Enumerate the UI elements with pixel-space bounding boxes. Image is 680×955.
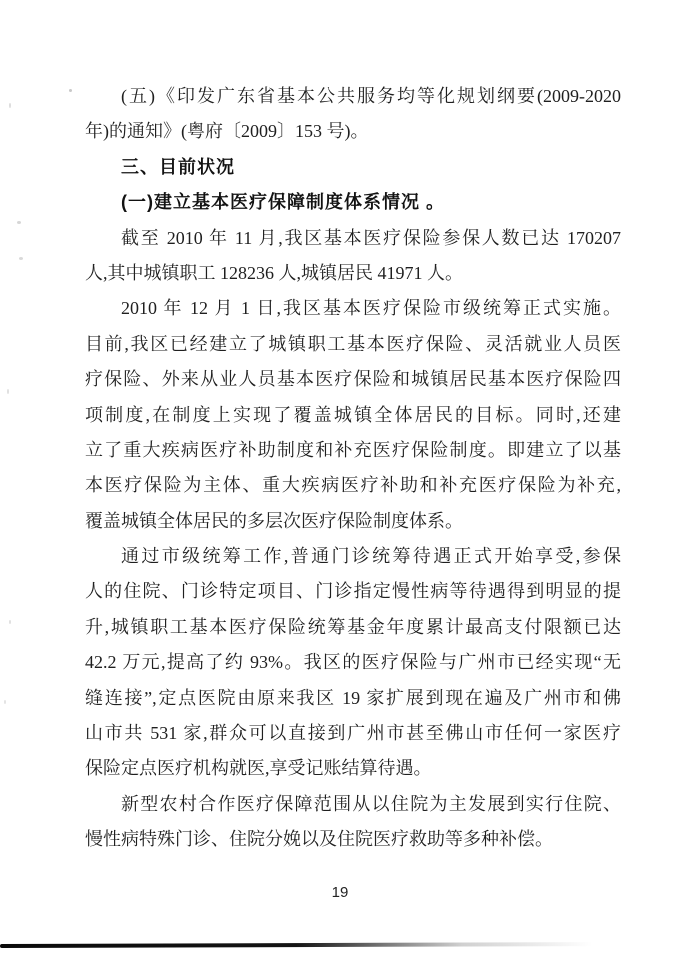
- body-text-line: 本医疗保险为主体、重大疾病医疗补助和补充医疗保险为补充,: [85, 475, 621, 496]
- document-body: [85, 79, 621, 858]
- body-text-line: 慢性病特殊门诊、住院分娩以及住院医疗救助等多种补偿。: [85, 829, 553, 850]
- scan-artifact-bottom-edge: [0, 942, 592, 948]
- body-text-line: 42.2 万元,提高了约 93%。我区的医疗保险与广州市已经实现“无: [85, 652, 621, 673]
- heading-line: 三、目前状况: [121, 156, 235, 177]
- body-text-line: (五)《印发广东省基本公共服务均等化规划纲要(2009-2020: [121, 86, 621, 106]
- body-text-line: 保险定点医疗机构就医,享受记账结算待遇。: [85, 758, 432, 779]
- scan-speck: [69, 89, 72, 92]
- body-text-line: 人,其中城镇职工 128236 人,城镇居民 41971 人。: [85, 262, 463, 283]
- body-text-line: 通过市级统筹工作,普通门诊统筹待遇正式开始享受,参保: [121, 546, 621, 567]
- body-text-line: 截至 2010 年 11 月,我区基本医疗保险参保人数已达 170207: [121, 227, 621, 248]
- scan-speck: [9, 620, 11, 624]
- body-text-line: 新型农村合作医疗保障范围从以住院为主发展到实行住院、: [121, 793, 621, 814]
- body-text-line: 项制度,在制度上实现了覆盖城镇全体居民的目标。同时,还建: [85, 404, 621, 425]
- scan-speck: [7, 389, 9, 394]
- heading-line: (一)建立基本医疗保障制度体系情况 。: [121, 192, 445, 213]
- scan-speck: [4, 700, 6, 704]
- scan-speck: [19, 257, 23, 260]
- body-text-line: 覆盖城镇全体居民的多层次医疗保险制度体系。: [85, 510, 463, 531]
- body-text-line: 山市共 531 家,群众可以直接到广州市甚至佛山市任何一家医疗: [85, 723, 621, 744]
- body-text-line: 2010 年 12 月 1 日,我区基本医疗保险市级统筹正式实施。: [121, 298, 621, 319]
- body-text-line: 年)的通知》(粤府〔2009〕153 号)。: [85, 121, 369, 142]
- body-text-line: 疗保险、外来从业人员基本医疗保险和城镇居民基本医疗保险四: [85, 369, 621, 390]
- body-text-line: 缝连接”,定点医院由原来我区 19 家扩展到现在遍及广州市和佛: [85, 687, 621, 708]
- scan-speck: [17, 221, 21, 224]
- body-text-line: 升,城镇职工基本医疗保险统筹基金年度累计最高支付限额已达: [85, 616, 621, 637]
- scan-speck: [9, 103, 11, 108]
- body-text-line: 目前,我区已经建立了城镇职工基本医疗保险、灵活就业人员医: [85, 333, 621, 354]
- page-number: 19: [331, 884, 349, 901]
- body-text-line: 人的住院、门诊特定项目、门诊指定慢性病等待遇得到明显的提: [85, 581, 621, 602]
- body-text-line: 立了重大疾病医疗补助制度和补充医疗保险制度。即建立了以基: [85, 439, 621, 460]
